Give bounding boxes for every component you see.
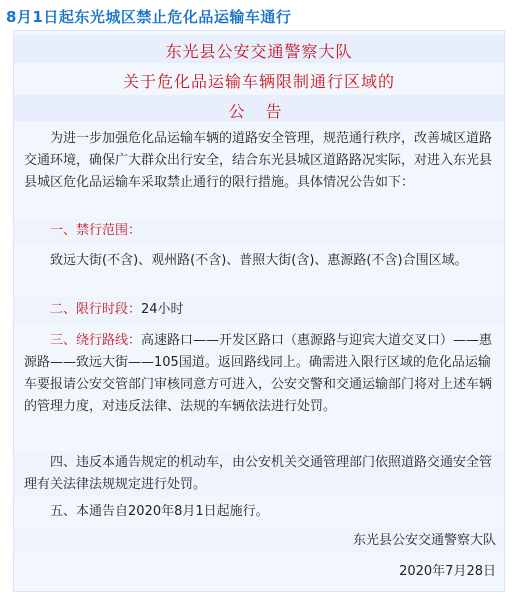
section2-heading: 二、限行时段： [50,302,142,317]
issue-date: 2020年7月28日 [399,564,496,579]
section3-body: 高速路口——开发区路口（惠源路与迎宾大道交叉口）——惠源路——致远大街——105国道。返回路线同上。确需进入限行区域的危化品运输车要报请公安交管部门审核同意方可进入，公安交警和交通运输部门将对上述车辆的管理力度，对违反法律、法规的车辆依法进行处罚。 [24,333,493,414]
section2-value: 24小时 [141,302,184,317]
intro-paragraph: 为进一步加强危化品运输车辆的道路安全管理，规范通行秩序，改善城区道路交通环境，确保广大群众出行安全，结合东光县城区道路路况实际，对进入东光县县城区危化品运输车采取禁止通行的限行措施。具体情况公告如下： [24,131,493,190]
notice-subject: 关于危化品运输车辆限制通行区域的 [122,72,395,91]
section3-paragraph [24,330,496,418]
section2-paragraph [24,299,496,321]
signature: 东光县公安交通警察大队 [352,533,496,548]
notice-document [13,30,505,592]
issuing-org-title: 东光县公安交通警察大队 [165,42,353,61]
news-headline: 8月1日起东光城区禁止危化品运输车通行 [6,8,292,26]
section3-heading: 三、绕行路线： [50,333,142,348]
notice-word: 公 告 [228,102,290,121]
section1-body: 致远大街(不含)、观州路(不含)、普照大街(含)、惠源路(不含)合围区域。 [50,253,468,268]
section5-paragraph: 五、本通告自2020年8月1日起施行。 [50,504,269,519]
section4-paragraph: 四、违反本通告规定的机动车，由公安机关交通管理部门依照道路交通安全管理有关法律法规规定进行处罚。 [24,455,493,492]
section1-heading: 一、禁行范围： [50,223,142,238]
